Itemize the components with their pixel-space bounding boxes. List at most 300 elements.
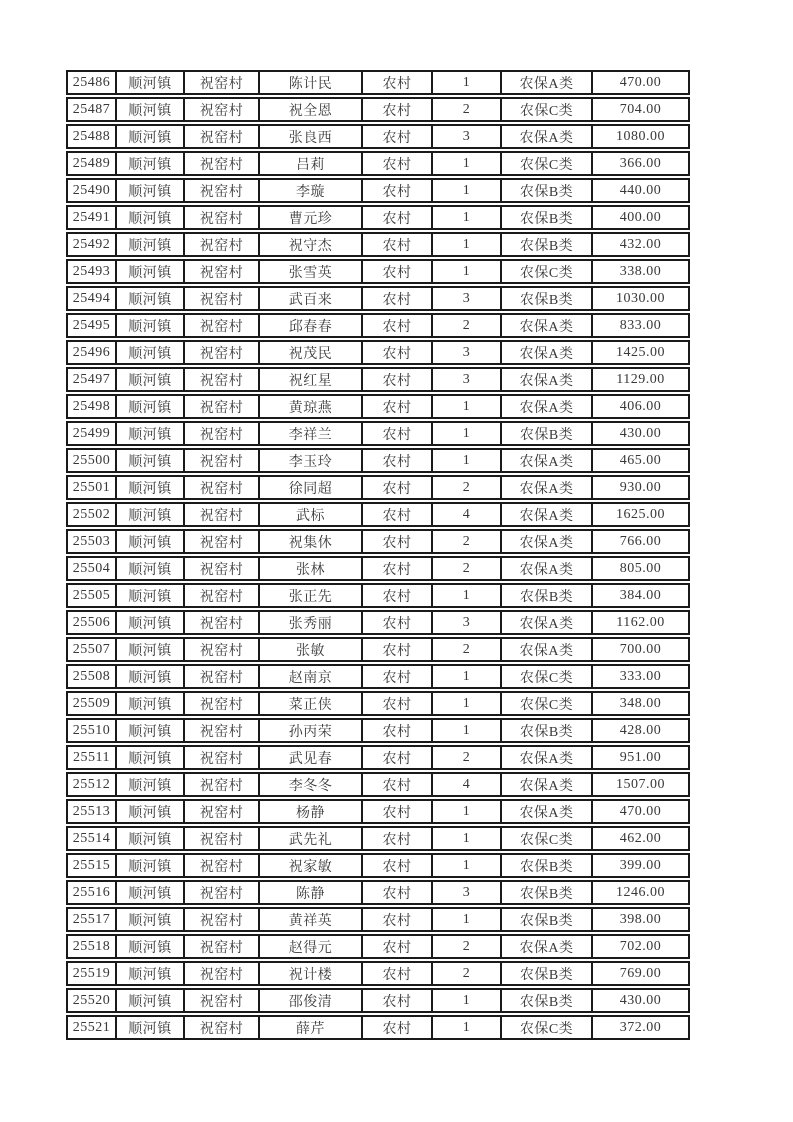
cell-insurance-type: 农保A类	[502, 801, 593, 822]
cell-category: 农村	[363, 423, 433, 444]
cell-category: 农村	[363, 585, 433, 606]
cell-person-name: 李祥兰	[260, 423, 363, 444]
cell-town: 顺河镇	[117, 639, 185, 660]
cell-insurance-type: 农保B类	[502, 882, 593, 903]
cell-amount: 465.00	[619, 452, 662, 468]
cell-person-name: 李璇	[260, 180, 363, 201]
cell-person-name: 张正先	[260, 585, 363, 606]
cell-category: 农村	[363, 99, 433, 120]
cell-person-name: 张雪英	[260, 261, 363, 282]
cell-town: 顺河镇	[117, 396, 185, 417]
cell-insurance-type: 农保C类	[502, 99, 593, 120]
table-row	[66, 556, 690, 581]
cell-record-id: 25495	[68, 315, 117, 336]
cell-insurance-type: 农保B类	[502, 423, 593, 444]
cell-person-name: 吕莉	[260, 153, 363, 174]
data-table	[66, 70, 690, 1040]
cell-category: 农村	[363, 504, 433, 525]
cell-amount: 951.00	[619, 749, 662, 765]
table-row	[66, 1015, 690, 1040]
cell-town: 顺河镇	[117, 126, 185, 147]
cell-category: 农村	[363, 828, 433, 849]
cell-record-id: 25500	[68, 450, 117, 471]
cell-amount: 1425.00	[616, 344, 665, 360]
cell-insurance-type: 农保A类	[502, 126, 593, 147]
cell-insurance-type: 农保B类	[502, 963, 593, 984]
cell-village: 祝窑村	[185, 450, 260, 471]
cell-village: 祝窑村	[185, 153, 260, 174]
table-row	[66, 799, 690, 824]
cell-town: 顺河镇	[117, 828, 185, 849]
cell-town: 顺河镇	[117, 990, 185, 1011]
cell-insurance-type: 农保C类	[502, 666, 593, 687]
cell-person-count: 3	[433, 342, 502, 363]
cell-insurance-type: 农保C类	[502, 693, 593, 714]
cell-amount: 432.00	[619, 236, 662, 252]
cell-record-id: 25504	[68, 558, 117, 579]
cell-person-name: 菜正侠	[260, 693, 363, 714]
cell-person-name: 张秀丽	[260, 612, 363, 633]
cell-insurance-type: 农保A类	[502, 315, 593, 336]
cell-town: 顺河镇	[117, 936, 185, 957]
cell-insurance-type: 农保A类	[502, 774, 593, 795]
table-row	[66, 745, 690, 770]
cell-amount: 1080.00	[616, 128, 665, 144]
cell-person-count: 2	[433, 936, 502, 957]
cell-village: 祝窑村	[185, 990, 260, 1011]
cell-amount: 702.00	[619, 938, 662, 954]
cell-village: 祝窑村	[185, 126, 260, 147]
table-row	[66, 97, 690, 122]
cell-town: 顺河镇	[117, 342, 185, 363]
table-row	[66, 988, 690, 1013]
table-row	[66, 502, 690, 527]
cell-town: 顺河镇	[117, 315, 185, 336]
cell-person-count: 1	[433, 153, 502, 174]
cell-amount: 1507.00	[616, 776, 665, 792]
cell-insurance-type: 农保C类	[502, 261, 593, 282]
cell-amount: 399.00	[619, 857, 662, 873]
cell-category: 农村	[363, 639, 433, 660]
cell-amount: 428.00	[619, 722, 662, 738]
cell-record-id: 25519	[68, 963, 117, 984]
cell-person-name: 武先礼	[260, 828, 363, 849]
cell-category: 农村	[363, 450, 433, 471]
cell-person-name: 祝集休	[260, 531, 363, 552]
cell-insurance-type: 农保A类	[502, 936, 593, 957]
cell-village: 祝窑村	[185, 828, 260, 849]
cell-record-id: 25487	[68, 99, 117, 120]
cell-insurance-type: 农保B类	[502, 585, 593, 606]
cell-village: 祝窑村	[185, 720, 260, 741]
table-row	[66, 718, 690, 743]
cell-record-id: 25506	[68, 612, 117, 633]
cell-person-name: 黄琼燕	[260, 396, 363, 417]
cell-village: 祝窑村	[185, 369, 260, 390]
cell-category: 农村	[363, 261, 433, 282]
cell-category: 农村	[363, 882, 433, 903]
cell-insurance-type: 农保A类	[502, 450, 593, 471]
cell-category: 农村	[363, 234, 433, 255]
cell-amount: 398.00	[619, 911, 662, 927]
cell-insurance-type: 农保B类	[502, 234, 593, 255]
cell-record-id: 25489	[68, 153, 117, 174]
cell-person-name: 徐同超	[260, 477, 363, 498]
cell-person-name: 孙丙荣	[260, 720, 363, 741]
table-row	[66, 664, 690, 689]
cell-category: 农村	[363, 612, 433, 633]
cell-category: 农村	[363, 396, 433, 417]
cell-person-name: 曹元珍	[260, 207, 363, 228]
cell-category: 农村	[363, 855, 433, 876]
cell-amount: 333.00	[619, 668, 662, 684]
cell-amount: 348.00	[619, 695, 662, 711]
cell-category: 农村	[363, 963, 433, 984]
cell-person-name: 祝红星	[260, 369, 363, 390]
cell-category: 农村	[363, 369, 433, 390]
cell-village: 祝窑村	[185, 639, 260, 660]
cell-insurance-type: 农保A类	[502, 396, 593, 417]
table-row	[66, 529, 690, 554]
cell-record-id: 25520	[68, 990, 117, 1011]
cell-town: 顺河镇	[117, 774, 185, 795]
cell-town: 顺河镇	[117, 666, 185, 687]
cell-person-count: 1	[433, 72, 502, 93]
cell-insurance-type: 农保A类	[502, 369, 593, 390]
table-row	[66, 691, 690, 716]
table-row	[66, 367, 690, 392]
cell-amount: 704.00	[619, 101, 662, 117]
cell-amount: 430.00	[619, 992, 662, 1008]
cell-person-count: 1	[433, 909, 502, 930]
cell-village: 祝窑村	[185, 72, 260, 93]
cell-town: 顺河镇	[117, 585, 185, 606]
cell-town: 顺河镇	[117, 207, 185, 228]
table-row	[66, 178, 690, 203]
cell-person-count: 3	[433, 126, 502, 147]
cell-town: 顺河镇	[117, 450, 185, 471]
cell-person-count: 1	[433, 666, 502, 687]
cell-record-id: 25518	[68, 936, 117, 957]
cell-person-name: 陈静	[260, 882, 363, 903]
cell-person-count: 2	[433, 531, 502, 552]
cell-town: 顺河镇	[117, 477, 185, 498]
cell-village: 祝窑村	[185, 693, 260, 714]
cell-category: 农村	[363, 477, 433, 498]
cell-record-id: 25515	[68, 855, 117, 876]
table-row	[66, 772, 690, 797]
cell-record-id: 25501	[68, 477, 117, 498]
table-row	[66, 934, 690, 959]
cell-person-count: 1	[433, 450, 502, 471]
table-row	[66, 340, 690, 365]
cell-village: 祝窑村	[185, 936, 260, 957]
cell-amount: 440.00	[619, 182, 662, 198]
cell-village: 祝窑村	[185, 882, 260, 903]
cell-record-id: 25492	[68, 234, 117, 255]
cell-village: 祝窑村	[185, 963, 260, 984]
cell-amount: 833.00	[619, 317, 662, 333]
cell-town: 顺河镇	[117, 261, 185, 282]
cell-village: 祝窑村	[185, 261, 260, 282]
cell-person-count: 1	[433, 423, 502, 444]
cell-record-id: 25516	[68, 882, 117, 903]
cell-person-count: 1	[433, 1017, 502, 1038]
cell-amount: 1162.00	[616, 614, 665, 630]
cell-amount: 470.00	[619, 74, 662, 90]
cell-town: 顺河镇	[117, 612, 185, 633]
cell-town: 顺河镇	[117, 423, 185, 444]
cell-town: 顺河镇	[117, 180, 185, 201]
cell-person-count: 1	[433, 855, 502, 876]
cell-insurance-type: 农保B类	[502, 990, 593, 1011]
cell-insurance-type: 农保C类	[502, 1017, 593, 1038]
cell-village: 祝窑村	[185, 666, 260, 687]
cell-person-count: 2	[433, 639, 502, 660]
cell-amount: 1625.00	[616, 506, 665, 522]
cell-village: 祝窑村	[185, 342, 260, 363]
cell-category: 农村	[363, 315, 433, 336]
cell-town: 顺河镇	[117, 747, 185, 768]
cell-town: 顺河镇	[117, 801, 185, 822]
cell-town: 顺河镇	[117, 909, 185, 930]
cell-record-id: 25490	[68, 180, 117, 201]
cell-town: 顺河镇	[117, 963, 185, 984]
cell-amount: 406.00	[619, 398, 662, 414]
cell-village: 祝窑村	[185, 504, 260, 525]
cell-category: 农村	[363, 288, 433, 309]
cell-person-count: 1	[433, 396, 502, 417]
cell-person-count: 3	[433, 882, 502, 903]
cell-village: 祝窑村	[185, 612, 260, 633]
cell-category: 农村	[363, 342, 433, 363]
table-row	[66, 907, 690, 932]
cell-category: 农村	[363, 990, 433, 1011]
cell-town: 顺河镇	[117, 558, 185, 579]
table-row	[66, 637, 690, 662]
cell-insurance-type: 农保A类	[502, 531, 593, 552]
cell-person-count: 2	[433, 315, 502, 336]
cell-person-name: 薛芹	[260, 1017, 363, 1038]
table-row	[66, 448, 690, 473]
cell-person-count: 3	[433, 369, 502, 390]
table-row	[66, 583, 690, 608]
cell-amount: 769.00	[619, 965, 662, 981]
cell-person-count: 2	[433, 558, 502, 579]
cell-record-id: 25510	[68, 720, 117, 741]
cell-town: 顺河镇	[117, 882, 185, 903]
cell-record-id: 25507	[68, 639, 117, 660]
cell-record-id: 25497	[68, 369, 117, 390]
cell-person-count: 1	[433, 801, 502, 822]
cell-record-id: 25514	[68, 828, 117, 849]
cell-insurance-type: 农保A类	[502, 747, 593, 768]
cell-town: 顺河镇	[117, 531, 185, 552]
cell-village: 祝窑村	[185, 99, 260, 120]
table-row	[66, 961, 690, 986]
cell-category: 农村	[363, 801, 433, 822]
cell-record-id: 25496	[68, 342, 117, 363]
cell-category: 农村	[363, 720, 433, 741]
cell-record-id: 25499	[68, 423, 117, 444]
cell-record-id: 25513	[68, 801, 117, 822]
cell-village: 祝窑村	[185, 477, 260, 498]
cell-insurance-type: 农保C类	[502, 828, 593, 849]
cell-amount: 338.00	[619, 263, 662, 279]
cell-village: 祝窑村	[185, 234, 260, 255]
cell-insurance-type: 农保A类	[502, 558, 593, 579]
cell-insurance-type: 农保A类	[502, 342, 593, 363]
cell-person-name: 祝守杰	[260, 234, 363, 255]
cell-town: 顺河镇	[117, 1017, 185, 1038]
cell-person-count: 1	[433, 585, 502, 606]
cell-amount: 930.00	[619, 479, 662, 495]
table-row	[66, 151, 690, 176]
cell-amount: 372.00	[619, 1019, 662, 1035]
cell-category: 农村	[363, 666, 433, 687]
cell-insurance-type: 农保B类	[502, 909, 593, 930]
cell-category: 农村	[363, 558, 433, 579]
cell-category: 农村	[363, 693, 433, 714]
cell-village: 祝窑村	[185, 747, 260, 768]
table-row	[66, 853, 690, 878]
cell-insurance-type: 农保A类	[502, 477, 593, 498]
cell-person-count: 3	[433, 612, 502, 633]
cell-person-name: 邵俊清	[260, 990, 363, 1011]
cell-category: 农村	[363, 180, 433, 201]
cell-town: 顺河镇	[117, 693, 185, 714]
cell-person-count: 1	[433, 828, 502, 849]
table-row	[66, 394, 690, 419]
cell-town: 顺河镇	[117, 369, 185, 390]
cell-village: 祝窑村	[185, 909, 260, 930]
cell-person-count: 2	[433, 477, 502, 498]
cell-person-count: 3	[433, 288, 502, 309]
cell-person-count: 4	[433, 504, 502, 525]
cell-person-name: 武标	[260, 504, 363, 525]
cell-person-name: 张林	[260, 558, 363, 579]
cell-village: 祝窑村	[185, 558, 260, 579]
table-row	[66, 205, 690, 230]
cell-record-id: 25505	[68, 585, 117, 606]
cell-category: 农村	[363, 1017, 433, 1038]
cell-person-count: 1	[433, 180, 502, 201]
cell-person-name: 黄祥英	[260, 909, 363, 930]
cell-village: 祝窑村	[185, 774, 260, 795]
cell-village: 祝窑村	[185, 207, 260, 228]
cell-category: 农村	[363, 72, 433, 93]
cell-person-count: 2	[433, 963, 502, 984]
cell-town: 顺河镇	[117, 855, 185, 876]
cell-village: 祝窑村	[185, 423, 260, 444]
cell-person-name: 邱春春	[260, 315, 363, 336]
cell-amount: 1030.00	[616, 290, 665, 306]
cell-person-count: 2	[433, 99, 502, 120]
cell-insurance-type: 农保A类	[502, 639, 593, 660]
cell-record-id: 25502	[68, 504, 117, 525]
cell-insurance-type: 农保B类	[502, 207, 593, 228]
cell-insurance-type: 农保A类	[502, 612, 593, 633]
cell-person-count: 1	[433, 990, 502, 1011]
cell-town: 顺河镇	[117, 153, 185, 174]
cell-village: 祝窑村	[185, 855, 260, 876]
table-row	[66, 124, 690, 149]
cell-person-name: 李玉玲	[260, 450, 363, 471]
cell-amount: 400.00	[619, 209, 662, 225]
cell-town: 顺河镇	[117, 234, 185, 255]
cell-category: 农村	[363, 774, 433, 795]
cell-town: 顺河镇	[117, 504, 185, 525]
cell-record-id: 25511	[68, 747, 117, 768]
cell-amount: 430.00	[619, 425, 662, 441]
cell-village: 祝窑村	[185, 180, 260, 201]
cell-insurance-type: 农保C类	[502, 153, 593, 174]
table-row	[66, 232, 690, 257]
cell-amount: 700.00	[619, 641, 662, 657]
cell-person-count: 1	[433, 720, 502, 741]
cell-record-id: 25508	[68, 666, 117, 687]
cell-category: 农村	[363, 936, 433, 957]
cell-town: 顺河镇	[117, 288, 185, 309]
cell-person-name: 张良西	[260, 126, 363, 147]
cell-category: 农村	[363, 909, 433, 930]
cell-category: 农村	[363, 747, 433, 768]
table-row	[66, 610, 690, 635]
cell-insurance-type: 农保A类	[502, 504, 593, 525]
cell-town: 顺河镇	[117, 99, 185, 120]
cell-record-id: 25493	[68, 261, 117, 282]
table-row	[66, 475, 690, 500]
table-row	[66, 70, 690, 95]
cell-record-id: 25521	[68, 1017, 117, 1038]
cell-person-count: 1	[433, 234, 502, 255]
cell-category: 农村	[363, 531, 433, 552]
cell-village: 祝窑村	[185, 396, 260, 417]
cell-record-id: 25491	[68, 207, 117, 228]
cell-record-id: 25494	[68, 288, 117, 309]
cell-record-id: 25498	[68, 396, 117, 417]
cell-village: 祝窑村	[185, 585, 260, 606]
cell-insurance-type: 农保B类	[502, 720, 593, 741]
cell-amount: 462.00	[619, 830, 662, 846]
cell-person-count: 1	[433, 207, 502, 228]
cell-amount: 384.00	[619, 587, 662, 603]
cell-record-id: 25503	[68, 531, 117, 552]
cell-person-name: 赵南京	[260, 666, 363, 687]
cell-person-name: 武百来	[260, 288, 363, 309]
cell-insurance-type: 农保B类	[502, 180, 593, 201]
table-row	[66, 826, 690, 851]
cell-village: 祝窑村	[185, 288, 260, 309]
cell-person-name: 李冬冬	[260, 774, 363, 795]
table-row	[66, 286, 690, 311]
cell-village: 祝窑村	[185, 801, 260, 822]
cell-record-id: 25512	[68, 774, 117, 795]
cell-person-name: 赵得元	[260, 936, 363, 957]
cell-category: 农村	[363, 126, 433, 147]
cell-person-name: 祝家敏	[260, 855, 363, 876]
cell-category: 农村	[363, 153, 433, 174]
cell-person-name: 杨静	[260, 801, 363, 822]
cell-record-id: 25486	[68, 72, 117, 93]
cell-person-count: 1	[433, 693, 502, 714]
cell-amount: 1129.00	[616, 371, 665, 387]
cell-town: 顺河镇	[117, 72, 185, 93]
cell-category: 农村	[363, 207, 433, 228]
cell-amount: 805.00	[619, 560, 662, 576]
cell-person-name: 祝全恩	[260, 99, 363, 120]
cell-town: 顺河镇	[117, 720, 185, 741]
